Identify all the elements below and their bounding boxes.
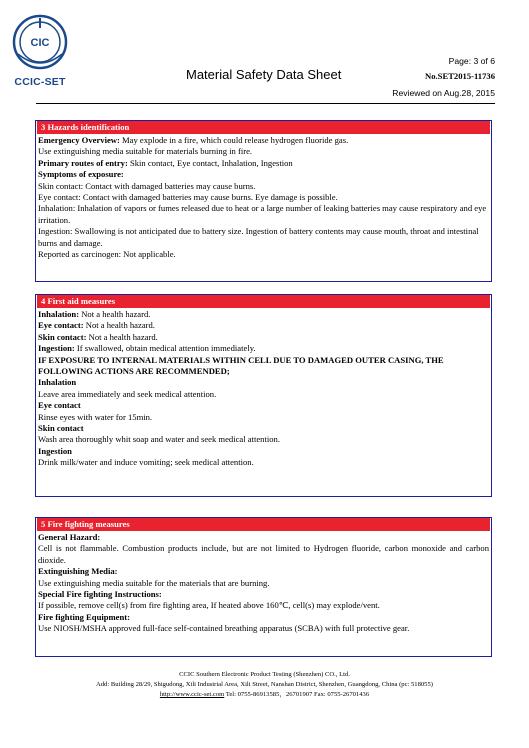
carcinogen-text: Reported as carcinogen: Not applicable. (38, 249, 176, 260)
inhalation-text: Not a health hazard. (79, 309, 151, 319)
equipment-label: Fire fighting Equipment: (38, 611, 130, 622)
ingestion-text: If swallowed, obtain medical attention immediately. (74, 343, 256, 354)
symptom-ingestion: Ingestion: Swallowing is not anticipated due to battery size. Ingestion of battery contents may cause mouth, throat and intestinal burns and damage. (38, 226, 479, 248)
eye-text: Not a health hazard. (83, 320, 155, 331)
emergency-line2: Use extinguishing media suitable for materials burning in fire. (38, 146, 253, 157)
document-title: Material Safety Data Sheet (186, 67, 342, 82)
equipment-text: Use NIOSH/MSHA approved full-face self-contained breathing apparatus (SCBA) with full protective gear. (38, 623, 410, 634)
extinguishing-media-label: Extinguishing Media: (38, 566, 118, 577)
ccic-logo (10, 14, 70, 98)
section-heading: 5 Fire fighting measures (37, 518, 490, 531)
ingestion-action: Drink milk/water and induce vomiting; seek medical attention. (38, 457, 254, 468)
footer-company: CCIC Southern Electronic Product Testing (Shenzhen) CO., Ltd. (179, 671, 350, 678)
general-hazard-label: General Hazard: (38, 532, 101, 542)
skin-action: Wash area thoroughly whit soap and water and seek medical attention. (38, 434, 281, 445)
header-divider (36, 103, 495, 104)
routes-label: Primary routes of entry: (38, 157, 128, 168)
routes-text: Skin contact, Eye contact, Inhalation, Ingestion (127, 157, 293, 168)
footer-contact-text: Tel: 0755-86913585，26701907 Fax: 0755-26701436 (224, 691, 370, 698)
reviewed-date: Reviewed on Aug.28, 2015 (392, 88, 495, 98)
footer-contact (0, 690, 529, 701)
document-number: No.SET2015-11736 (425, 71, 495, 81)
internal-exposure-warning: IF EXPOSURE TO INTERNAL MATERIALS WITHIN CELL DUE TO DAMAGED OUTER CASING, THE FOLLOWING ACTIONS ARE RECOMMENDED; (38, 354, 444, 377)
eye-heading: Eye contact (38, 400, 81, 411)
inhalation-label: Inhalation: (38, 309, 80, 319)
symptoms-label: Symptoms of exposure: (38, 169, 124, 180)
page-number: Page: 3 of 6 (448, 56, 495, 66)
emergency-text: May explode in a fire, which could release hydrogen fluoride gas. (119, 135, 349, 145)
skin-label: Skin contact: (38, 331, 87, 342)
extinguishing-media-text: Use extinguishing media suitable for the materials that are burning. (38, 577, 270, 588)
section-heading: 3 Hazards identification (37, 121, 490, 134)
footer-address: Add: Building 28/29, Shigudong, Xili Industrial Area, Xili Street, Nanshan District, Shenzhen, Guangdong, China (pc: 518055) (96, 681, 433, 688)
section-first-aid (35, 294, 492, 497)
logo-text: CCIC-SET (14, 76, 66, 88)
ccic-logo-icon (10, 14, 70, 74)
ingestion-label: Ingestion: (38, 343, 75, 354)
symptom-skin: Skin contact: Contact with damaged batteries may cause burns. (38, 180, 256, 191)
symptom-eye: Eye contact: Contact with damaged batteries may cause burns. Eye damage is possible. (38, 192, 338, 203)
special-instructions-text: If possible, remove cell(s) from fire fighting area, If heated above 160℃, cell(s) may explode/vent. (38, 600, 380, 611)
skin-text: Not a health hazard. (86, 331, 158, 342)
section-fire-fighting (35, 517, 492, 657)
emergency-label: Emergency Overview: (38, 135, 120, 145)
section-heading: 4 First aid measures (37, 295, 490, 308)
symptom-inhalation: Inhalation: Inhalation of vapors or fumes released due to heat or a large number of leaking batteries may cause respiratory and eye irritation. (38, 203, 487, 225)
logo-mark: CIC (30, 37, 50, 49)
skin-heading: Skin contact (38, 423, 84, 434)
section-hazards (35, 120, 492, 282)
eye-action: Rinse eyes with water for 15min. (38, 411, 153, 422)
eye-label: Eye contact: (38, 320, 84, 331)
footer-url-link[interactable]: http://www.ccic-set.com (159, 691, 225, 698)
special-instructions-label: Special Fire fighting Instructions: (38, 589, 162, 600)
ingestion-heading: Ingestion (38, 445, 72, 456)
general-hazard-text: Cell is not flammable. Combustion products include, but are not limited to Hydrogen fluoride, carbon monoxide and carbon dioxide. (38, 543, 489, 565)
inhalation-action: Leave area immediately and seek medical attention. (38, 388, 217, 399)
inhalation-heading: Inhalation (38, 377, 77, 388)
